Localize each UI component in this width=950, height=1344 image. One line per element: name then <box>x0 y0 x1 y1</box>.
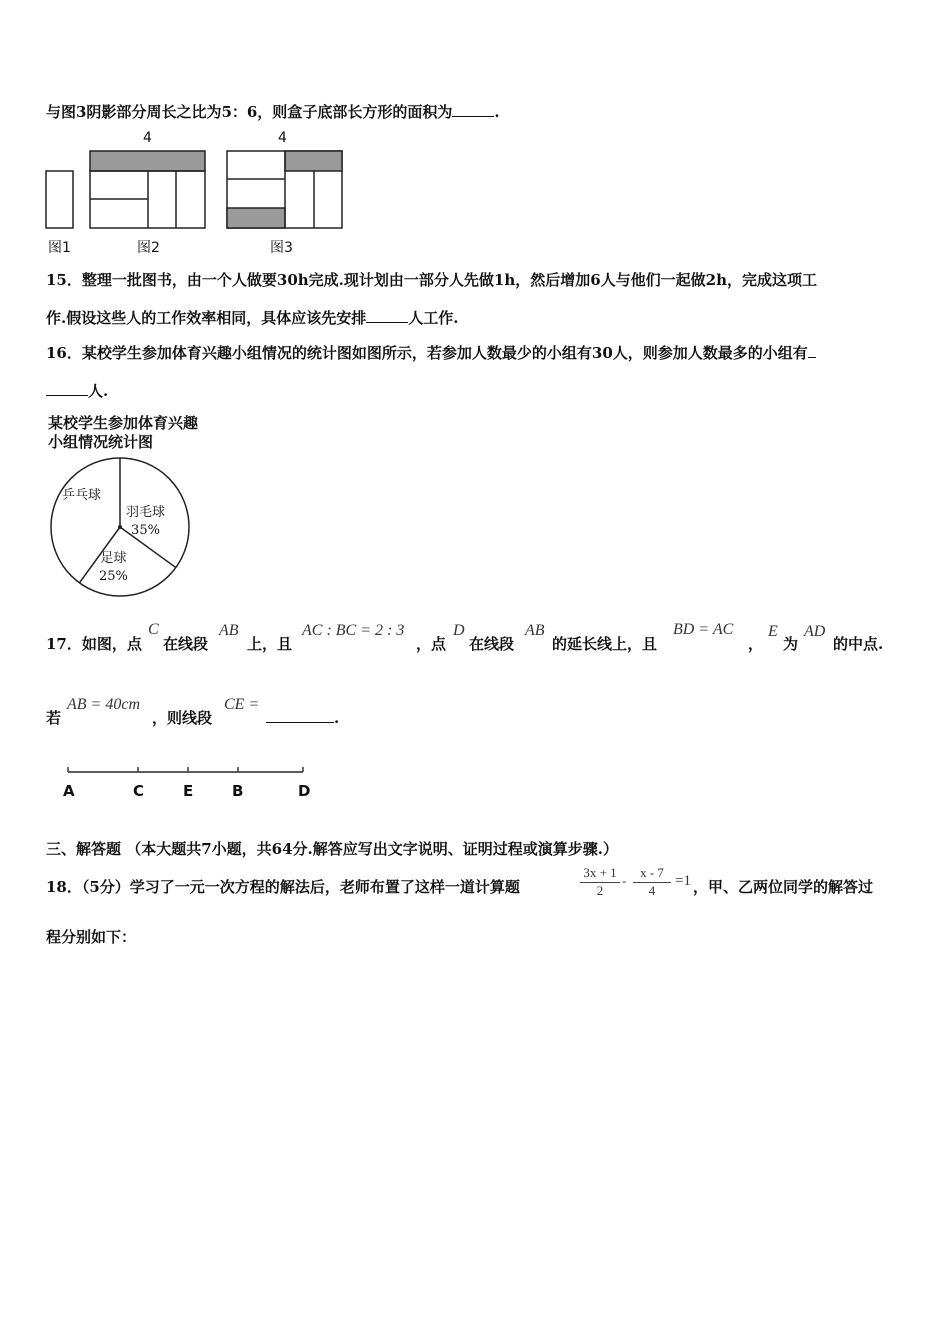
q17-l2a: 若 <box>46 709 62 727</box>
chart-title-line1: 某校学生参加体育兴趣 <box>48 414 199 432</box>
point-D: D <box>298 782 311 800</box>
fig2-dim-label: 4 <box>143 130 152 146</box>
fig3-shaded-top <box>285 151 342 171</box>
fig3-label: 图3 <box>270 240 293 256</box>
pie-center <box>118 525 122 529</box>
q17-p7: ， <box>748 635 764 653</box>
q17-l2b: ，则线段 <box>152 709 213 727</box>
fig2-shaded-top <box>90 151 205 171</box>
q17-answer-blank[interactable] <box>266 708 334 723</box>
q17-AD: AD <box>804 623 826 640</box>
pie-label-badminton-name: 羽毛球 <box>126 505 166 520</box>
q16-line1-text: 16．某校学生参加体育兴趣小组情况的统计图如图所示，若参加人数最少的小组有30人，则参加人数最多的小组有 <box>46 344 808 362</box>
q17-p4: ，点 <box>416 635 447 653</box>
section3-title: 三、解答题 （本大题共7小题，共64分.解答应写出文字说明、证明过程或演算步骤.） <box>46 840 618 858</box>
q18-p1: 18．（5分）学习了一元一次方程的解法后，老师布置了这样一道计算题 <box>46 878 520 896</box>
q17-p6: 的延长线上，且 <box>552 635 658 653</box>
q17-ratio: AC : BC = 2 : 3 <box>302 622 405 639</box>
q17-C: C <box>148 621 159 638</box>
pie-label-football-name: 足球 <box>100 551 127 566</box>
q15-line1: 15．整理一批图书，由一个人做要30h完成.现计划由一部分人先做1h，然后增加6人与他们一起做2h，完成这项工 <box>46 271 818 289</box>
fig1-label: 图1 <box>48 240 71 256</box>
q18-eq: =1 <box>675 873 691 889</box>
q16-line1 <box>46 343 816 363</box>
pie-label-pingpong-name: 乒乓球 <box>62 488 102 503</box>
q14-text <box>46 102 500 122</box>
q17-E: E <box>768 623 778 640</box>
pie-label-badminton <box>126 504 165 540</box>
q18-line2: 程分别如下： <box>46 928 137 946</box>
q18-frac1-num: 3x + 1 <box>580 865 620 883</box>
q17-ce: CE = <box>224 696 260 713</box>
q17-p5: 在线段 <box>469 635 515 653</box>
point-C: C <box>133 782 145 800</box>
q17-p1: 17．如图，点 <box>46 635 142 653</box>
pie-label-pingpong <box>62 487 101 505</box>
chart-title-line2: 小组情况统计图 <box>48 433 154 451</box>
point-E: E <box>183 782 194 800</box>
q17-p8: 为 <box>783 635 799 653</box>
q16-answer-blank-start[interactable] <box>808 343 816 358</box>
q17-AB2: AB <box>525 622 545 639</box>
q17-p3: 上，且 <box>247 635 293 653</box>
q17-answer <box>266 708 339 728</box>
q16-line2-text: 人. <box>88 382 109 400</box>
pie-label-football-pct: 25% <box>99 569 128 584</box>
q15-line2-a: 作.假设这些人的工作效率相同，具体应该先安排 <box>46 309 367 327</box>
q17-end: . <box>334 709 340 727</box>
q18-frac2-den: 4 <box>648 883 656 898</box>
q14-figures <box>40 145 360 235</box>
point-B: B <box>232 782 244 800</box>
q18-fraction-2 <box>633 865 671 899</box>
q17-D: D <box>453 622 465 639</box>
q17-p2: 在线段 <box>163 635 209 653</box>
q17-AB: AB <box>219 622 239 639</box>
q18-p2: ，甲、乙两位同学的解答过 <box>693 878 874 896</box>
q14-text-main: 与图3阴影部分周长之比为5：6，则盒子底部长方形的面积为 <box>46 103 453 121</box>
q16-answer-blank[interactable] <box>46 381 88 396</box>
fig3-shaded-bottom <box>227 208 285 228</box>
q17-bdac: BD = AC <box>673 621 734 638</box>
q18-frac1-den: 2 <box>596 883 604 898</box>
q16-line2 <box>46 381 108 401</box>
q17-ab40: AB = 40cm <box>67 696 140 713</box>
fig1-rect <box>46 171 73 228</box>
q18-minus: - <box>622 873 627 888</box>
segment-diagram <box>60 763 320 779</box>
q14-end: . <box>494 103 500 121</box>
q18-fraction-1 <box>580 865 620 899</box>
q17-p9: 的中点. <box>833 635 884 653</box>
q18-frac2-num: x - 7 <box>633 865 671 883</box>
q14-answer-blank[interactable] <box>452 102 494 117</box>
pie-label-football <box>99 550 128 586</box>
fig3-dim-label: 4 <box>278 130 287 146</box>
q15-line2 <box>46 308 458 328</box>
q15-answer-blank[interactable] <box>366 308 408 323</box>
point-A: A <box>63 782 75 800</box>
pie-label-badminton-pct: 35% <box>131 523 160 538</box>
fig2-label: 图2 <box>137 240 160 256</box>
q15-line2-b: 人工作. <box>408 309 459 327</box>
